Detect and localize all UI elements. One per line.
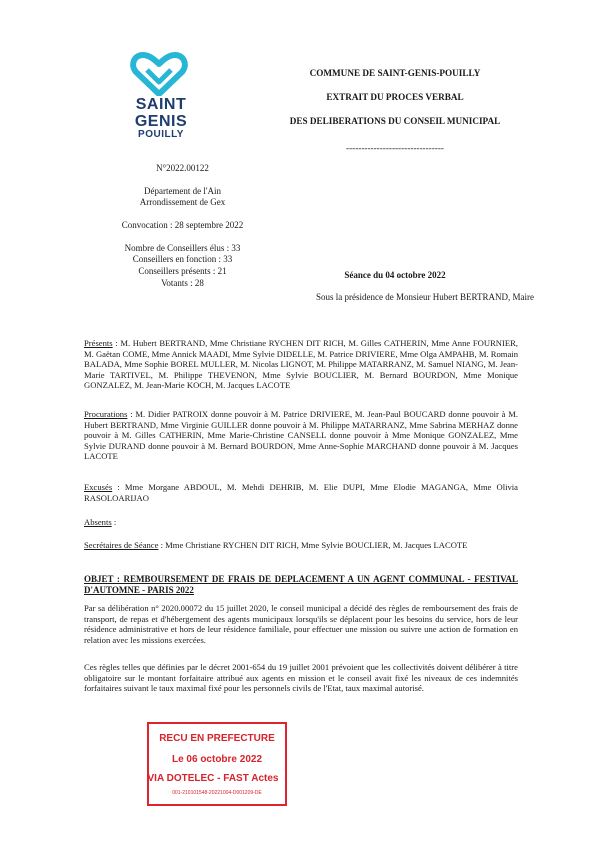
seance-date: Séance du 04 octobre 2022: [344, 270, 446, 280]
secretaires-text: : Mme Christiane RYCHEN DIT RICH, Mme Sylvie BOUCLIER, M. Jacques LACOTE: [158, 540, 468, 550]
logo-text-saint: SAINT: [135, 96, 187, 113]
departement: Département de l'Ain: [143, 186, 222, 196]
absents-label: Absents: [84, 517, 112, 527]
conseillers-fonction: Conseillers en fonction : 33: [132, 254, 233, 264]
stamp-line-via: VIA DOTELEC - FAST Actes: [147, 773, 279, 784]
procurations-label: Procurations: [84, 409, 128, 419]
deliberations-title: DES DELIBERATIONS DU CONSEIL MUNICIPAL: [289, 116, 501, 126]
absents-paragraph: [84, 517, 518, 528]
saint-genis-heart-logo-icon: [130, 52, 188, 96]
secretaires-paragraph: [84, 540, 518, 551]
seance-presidence: Sous la présidence de Monsieur Hubert BERTRAND, Maire: [316, 292, 534, 302]
presents-paragraph: [84, 338, 518, 391]
prefecture-stamp: [147, 722, 287, 806]
stamp-line-recu: RECU EN PREFECTURE: [159, 733, 275, 744]
stamp-line-reference: 001-210101548-20221004-D001209-DE: [172, 790, 262, 796]
header-separator: --------------------------------: [346, 143, 444, 153]
objet-title: OBJET : REMBOURSEMENT DE FRAIS DE DEPLACEMENT A UN AGENT COMMUNAL - FESTIVAL D'AUTOMNE - PARIS 2022: [84, 574, 518, 595]
extrait-title: EXTRAIT DU PROCES VERBAL: [326, 92, 464, 102]
excuses-text: : Mme Morgane ABDOUL, M. Mehdi DEHRIB, M. Elie DUPI, Mme Elodie MAGANGA, Mme Olivia RASOLOARIJAO: [84, 482, 518, 503]
arrondissement: Arrondissement de Gex: [139, 197, 226, 207]
procurations-text: : M. Didier PATROIX donne pouvoir à M. Patrice DRIVIERE, M. Jean-Paul BOUCARD donne pouvoir à M. Hubert BERTRAND, Mme Virginie GUILLER donne pouvoir à M. Philippe MATARRANZ, Mme Sabrina MERHAZ donne pouvoir à M. Gilles CATHERIN, Mme Marie-Christine CANSELL donne pouvoir à Mme Monique GONZALEZ, Mme Sylvie DURAND donne pouvoir à M. Bernard BOURDON, Mme Anne-Sophie MARCHAND donne pouvoir à M. Jacques LACOTE: [84, 409, 518, 462]
excuses-label: Excusés: [84, 482, 113, 492]
paragraph-2: Ces règles telles que définies par le décret 2001-654 du 19 juillet 2001 prévoient que les collectivités doivent délibérer à titre obligatoire sur le montant forfaitaire attribué aux agents en mission et le conseil avait fixé les niveaux de ces indemnités forfaitaires suivant le taux maximal fixé pour les personnels civils de l'Etat, taux maximal autorisé.: [84, 662, 518, 694]
conseillers-presents: Conseillers présents : 21: [138, 266, 227, 276]
commune-title: COMMUNE DE SAINT-GENIS-POUILLY: [309, 68, 481, 78]
deliberation-number: N°2022.00122: [156, 163, 209, 173]
stamp-line-date: Le 06 octobre 2022: [171, 754, 263, 765]
logo-text-pouilly: POUILLY: [138, 129, 184, 140]
presents-label: Présents: [84, 338, 113, 348]
secretaires-label: Secrétaires de Séance: [84, 540, 159, 550]
procurations-paragraph: [84, 409, 518, 462]
votants: Votants : 28: [161, 278, 204, 288]
presents-text: : M. Hubert BERTRAND, Mme Christiane RYCHEN DIT RICH, M. Gilles CATHERIN, Mme Anne FOURNIER, M. Gaëtan COME, Mme Annick MAADI, Mme Sylvie DIDELLE, M. Patrice DRIVIERE, Mme Olga AMPAHB, M. Romain BALADA, Mme Sophie BOREL MULLER, M. Nicolas LIGNOT, M. Philippe MATARRANZ, M. Samuel NIANG, M. Jean-Marie TARTIVEL, M. Philippe THEVENON, Mme Sylvie BOUCLIER, M. Bernard BOURDON, Mme Monique GONZALEZ, M. Jean-Marie KOCH, M. Jacques LACOTE: [84, 338, 518, 391]
absents-text: :: [111, 517, 117, 527]
conseillers-elus: Nombre de Conseillers élus : 33: [124, 243, 241, 253]
paragraph-1: Par sa délibération n° 2020.00072 du 15 juillet 2020, le conseil municipal a décidé des règles de remboursement des frais de transport, de repas et d'hébergement des agents municipaux lorsqu'ils se déplacent pour les besoins du service, hors de leur résidence administrative et hors de leur résidence familiale, pour effectuer une mission ou suivre une action de formation en relation avec les missions exercées.: [84, 603, 518, 645]
convocation-date: Convocation : 28 septembre 2022: [121, 220, 244, 230]
excuses-paragraph: [84, 482, 518, 503]
logo-text-genis: GENIS: [134, 113, 188, 130]
